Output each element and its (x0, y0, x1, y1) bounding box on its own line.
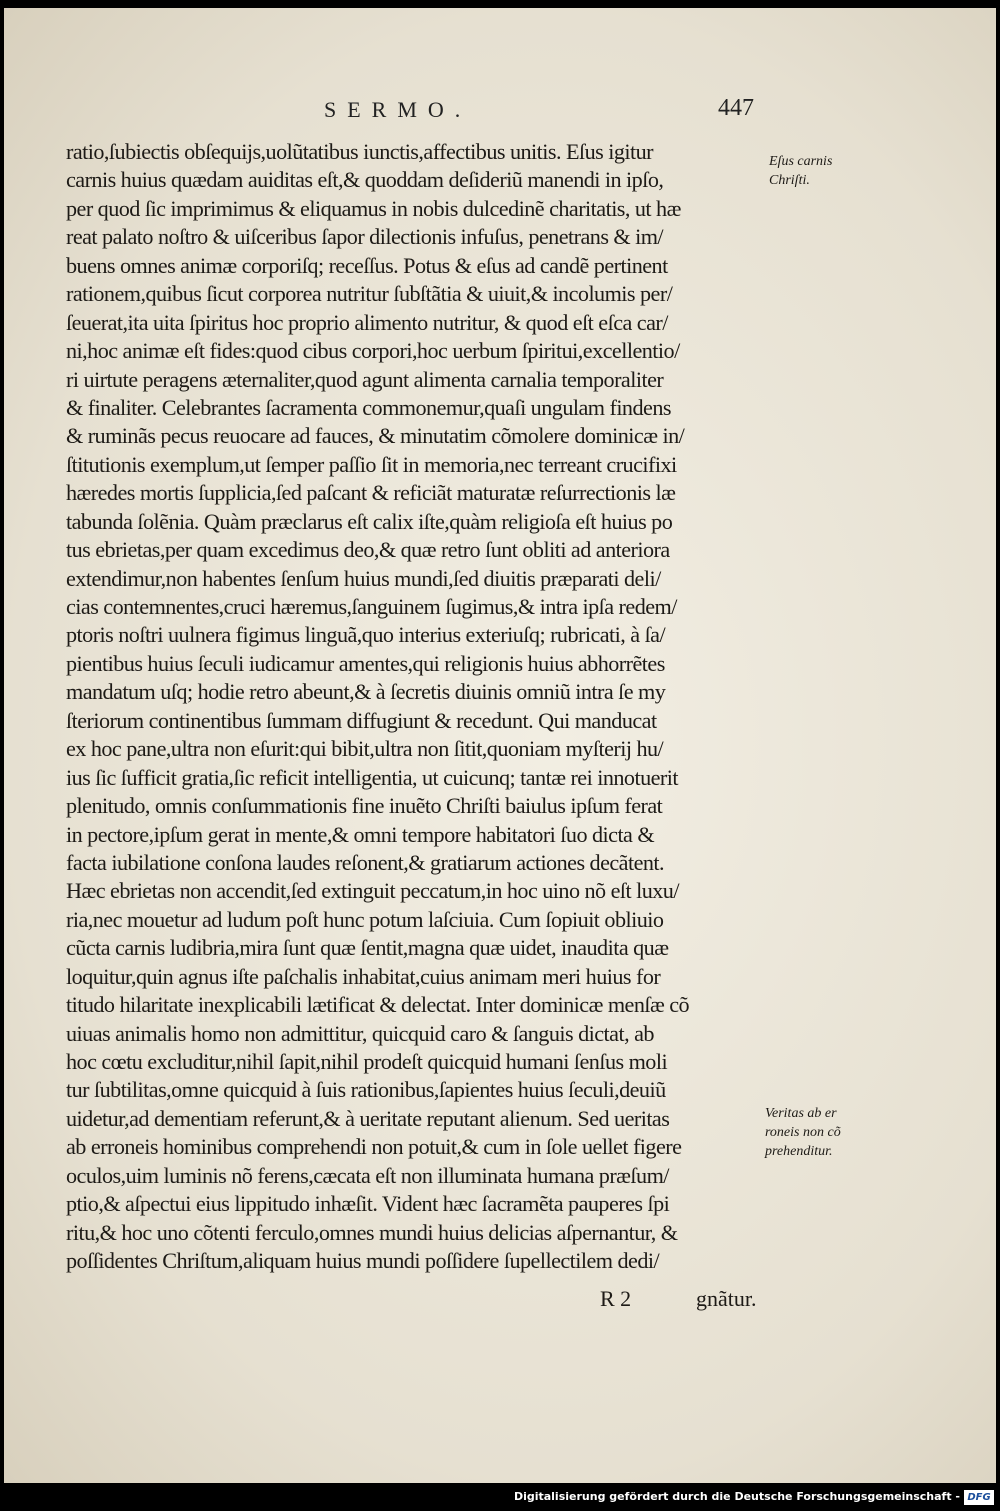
text-line: oculos,uim luminis nõ ferens,cæcata eſt non illuminata humana præſum/ (66, 1162, 669, 1188)
text-line: & finaliter. Celebrantes ſacramenta commonemur,quaſi ungulam findens (66, 394, 671, 420)
text-line: ab erroneis hominibus comprehendi non potuit,& cum in ſole uellet figere (66, 1134, 682, 1160)
text-line: ni,hoc animæ eſt fides:quod cibus corpori,hoc uerbum ſpiritui,excellentio/ (66, 338, 680, 364)
signature-mark: R 2 (600, 1286, 632, 1311)
page-header (324, 95, 754, 125)
body-text (66, 138, 766, 1276)
text-line: ſtitutionis exemplum,ut ſemper paſſio ſit in memoria,nec terreant crucifixi (66, 451, 677, 477)
digitization-footer (0, 1487, 1000, 1511)
text-line: & ruminãs pecus reuocare ad fauces, & minutatim cõmolere dominicæ in/ (66, 423, 685, 449)
marginal-note-line: Chriſti. (769, 173, 810, 188)
text-line: extendimur,non habentes ſenſum huius mundi,ſed diuitis præparati deli/ (66, 565, 661, 591)
text-line: ratio,ſubiectis obſequijs,uolũtatibus iunctis,affectibus unitis. Eſus igitur (66, 139, 653, 164)
text-line: loquitur,quin agnus iſte paſchalis inhabitat,cuius animam meri huius for (66, 963, 661, 989)
text-line: cũcta carnis ludibria,mira ſunt quæ ſentit,magna quæ uidet, inaudita quæ (66, 935, 669, 961)
text-line: plenitudo, omnis conſummationis fine inuẽto Chriſti baiulus ipſum ferat (66, 793, 663, 819)
marginal-note-line: prehenditur. (765, 1144, 833, 1159)
text-line: cias contemnentes,cruci hæremus,ſanguinem ſugimus,& intra ipſa redem/ (66, 594, 677, 619)
marginal-note-line: roneis non cõ (765, 1125, 841, 1140)
text-line: carnis huius quædam auiditas eſt,& quoddam deſideriũ manendi in ipſo, (66, 167, 664, 193)
text-line: ptoris noſtri uulnera figimus linguã,quo interius exteriuſq; rubricati, à ſa/ (66, 622, 666, 648)
page-number: 447 (718, 95, 754, 121)
running-head: SERMO. (324, 97, 472, 122)
text-line: tur ſubtilitas,omne quicquid à ſuis rationibus,ſapientes huius ſeculi,deuiũ (66, 1077, 666, 1103)
marginal-note (769, 152, 832, 190)
text-line: per quod ſic imprimimus & eliquamus in nobis dulcedinẽ charitatis, ut hæ (66, 195, 681, 221)
text-line: ſteriorum continentibus ſummam diffugiunt & recedunt. Qui manducat (66, 707, 657, 733)
footer-credit: Digitalisierung gefördert durch die Deutsche Forschungsgemeinschaft - (513, 1490, 960, 1503)
book-page (4, 8, 996, 1483)
text-line: uiuas animalis homo non admittitur, quicquid caro & ſanguis dictat, ab (66, 1020, 654, 1046)
text-line: ius ſic ſufficit gratia,ſic reficit intelligentia, ut cuicunq; tantæ rei innotuerit (66, 764, 678, 790)
marginal-note-line: Eſus carnis (769, 154, 833, 169)
text-line: hoc cœtu excluditur,nihil ſapit,nihil prodeſt quicquid humani ſenſus moli (66, 1049, 668, 1074)
catchword: gnãtur. (696, 1286, 757, 1311)
text-line: ri uirtute peragens æternaliter,quod agunt alimenta carnalia temporaliter (66, 366, 664, 392)
text-line: tus ebrietas,per quam excedimus deo,& quæ retro ſunt obliti ad anteriora (66, 537, 670, 563)
text-line: tabunda ſolẽnia. Quàm præclarus eſt calix iſte,quàm religioſa eſt huius po (66, 508, 673, 534)
text-line: Hæc ebrietas non accendit,ſed extinguit peccatum,in hoc uino nõ eſt luxu/ (66, 878, 679, 904)
text-line: ptio,& aſpectui eius lippitudo inhæſit. Vident hæc ſacramẽta pauperes ſpi (66, 1191, 670, 1217)
text-line: in pectore,ipſum gerat in mente,& omni tempore habitatori ſuo dicta & (66, 821, 655, 847)
marginal-note-line: Veritas ab er (765, 1106, 837, 1121)
catchline (4, 1286, 1000, 1316)
text-line: ritu,& hoc uno cõtenti ferculo,omnes mundi huius delicias aſpernantur, & (66, 1219, 678, 1245)
text-line: pientibus huius ſeculi iudicamur amentes,qui religionis huius abhorrẽtes (66, 650, 665, 676)
text-line: hæredes mortis ſupplicia,ſed paſcant & reficiãt maturatæ reſurrectionis læ (66, 480, 676, 506)
text-line: ria,nec mouetur ad ludum poſt hunc potum laſciuia. Cum ſopiuit obliuio (66, 906, 664, 932)
text-line: facta iubilatione conſona laudes reſonent,& gratiarum actiones decãtent. (66, 849, 665, 875)
text-line: rationem,quibus ſicut corporea nutritur ſubſtãtia & uiuit,& incolumis per/ (66, 281, 673, 307)
text-line: ex hoc pane,ultra non eſurit:qui bibit,ultra non ſitit,quoniam myſterij hu/ (66, 736, 664, 762)
marginal-note (765, 1104, 841, 1161)
text-line: buens omnes animæ corporiſq; receſſus. Potus & eſus ad candẽ pertinent (66, 252, 668, 278)
text-line: mandatum uſq; hodie retro abeunt,& à ſecretis diuinis omniũ intra ſe my (66, 679, 666, 705)
dfg-logo: DFG (964, 1490, 994, 1505)
text-line: uidetur,ad dementiam referunt,& à ueritate reputant alienum. Sed ueritas (66, 1105, 670, 1131)
text-line: reat palato noſtro & uiſceribus ſapor dilectionis infuſus, penetrans & im/ (66, 224, 664, 250)
text-line: titudo hilaritate inexplicabili lætificat & delectat. Inter dominicæ menſæ cõ (66, 992, 690, 1018)
text-line: poſſidentes Chriſtum,aliquam huius mundi poſſidere ſupellectilem dedi/ (66, 1248, 660, 1274)
text-line: ſeuerat,ita uita ſpiritus hoc proprio alimento nutritur, & quod eſt eſca car/ (66, 309, 668, 335)
